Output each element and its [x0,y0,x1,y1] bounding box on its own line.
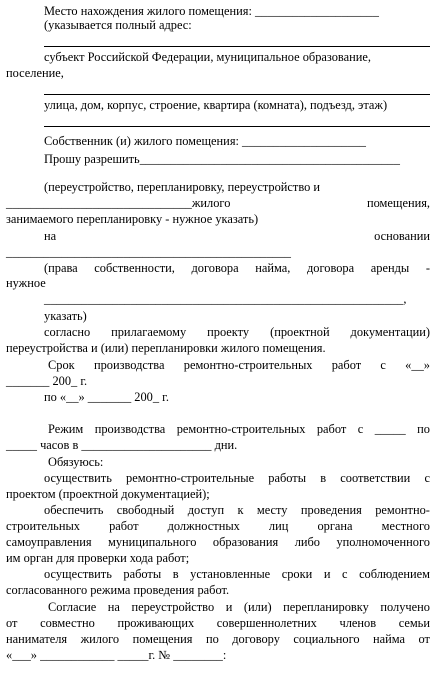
term-line-3: по «__» _______ 200_ г. [44,390,169,404]
word: работы [123,567,162,581]
term-line [48,358,430,372]
word: членов [339,616,377,630]
oblige-item-2-cont-2 [6,535,430,549]
word: найма, [255,261,291,275]
oblige-label: Обязуюсь: [48,455,104,469]
word: (или) [243,600,272,614]
location-label: Место нахождения жилого помещения: ____________________ [44,4,379,18]
word: «__» [405,358,430,372]
oblige-item-2-cont-1 [6,519,430,533]
word: обеспечить [44,503,104,517]
word: работ [316,422,347,436]
word: Срок [48,358,75,372]
request-label: Прошу разрешить__________________________________________ [44,152,400,166]
word: найма [373,632,406,646]
oblige-item-3 [44,567,430,581]
word: документации) [350,325,430,339]
oblige-item-3-cont: согласованного режима проведения работ. [6,583,230,597]
address-line-3 [44,126,430,127]
word: установленные [190,567,271,581]
oblige-item-1-cont: проектом (проектной документацией); [6,487,210,501]
word: получено [380,600,430,614]
word: договора [191,261,239,275]
word: к [237,503,244,517]
word: месту [256,503,288,517]
rights-hint-end: указать) [44,309,87,323]
word: (проектной [270,325,330,339]
rights-blank: __________________________________________________________, [44,292,407,306]
word: и [323,567,331,581]
word: - [425,261,430,275]
word: _____ [374,422,406,436]
kind-hint-line-2 [6,196,430,210]
word: по [417,422,430,436]
oblige-item-2-cont-3: им орган для проверки хода работ; [6,551,190,565]
word: на [44,229,57,243]
project-line-2: переустройства и (или) перепланировки жилого помещения. [6,341,326,355]
word: аренды [370,261,410,275]
word: жилого [80,632,120,646]
word: строительных [6,519,80,533]
word: доступ [187,503,225,517]
word: местного [381,519,430,533]
word: с [424,471,430,485]
word: ______________________________жилого [6,196,231,210]
address-line-2 [44,94,430,95]
word: совершеннолетних [216,616,317,630]
word: перепланировку [283,600,369,614]
word: помещения, [366,196,430,210]
word: договору [232,632,280,646]
word: нанимателя [6,632,68,646]
mode-line-2: _____ часов в _____________________ дни. [6,438,238,452]
word: социального [293,632,360,646]
owner-label: Собственник (и) жилого помещения: ____________________ [44,134,366,148]
word: переустройство [131,600,215,614]
street-hint: улица, дом, корпус, строение, квартира (комната), подъезд, этаж) [44,98,388,112]
word: совместно [40,616,95,630]
word: основании [374,229,430,243]
word: от [6,616,18,630]
word: производства [94,422,166,436]
word: помещения [132,632,193,646]
word: производства [93,358,165,372]
mode-line [48,422,430,436]
rights-hint [44,261,430,275]
consent-line-2 [6,616,430,630]
basis-line [44,229,430,243]
word: и [225,600,233,614]
word: семьи [398,616,430,630]
word: с [380,358,386,372]
word: на [107,600,120,614]
subject-hint-cont: поселение, [6,66,64,80]
word: самоуправления [6,535,92,549]
basis-blank: ______________________________________________ [6,245,291,259]
word: муниципального [108,535,197,549]
word: ремонтно-строительные [126,471,255,485]
consent-line-4: «___» ____________ _____г. № ________: [6,648,227,662]
word: либо [294,535,321,549]
oblige-item-1 [44,471,430,485]
consent-line [48,600,430,614]
project-line [44,325,430,339]
word: уполномоченного [336,535,430,549]
word: по [205,632,219,646]
word: прилагаемому [111,325,187,339]
word: в [320,471,327,485]
word: Режим [48,422,84,436]
word: сроки [281,567,313,581]
word: работ [109,519,139,533]
word: в [172,567,179,581]
kind-hint: (переустройство, перепланировку, переустройство и [44,180,321,194]
word: проживающих [117,616,195,630]
term-line-2: _______ 200_ г. [6,374,88,388]
word: договора [307,261,355,275]
word: работ [331,358,362,372]
kind-hint-line-3: занимаемого перепланировку - нужное указать) [6,212,259,226]
word: собственности, [94,261,175,275]
word: образования [212,535,279,549]
word: органа [317,519,353,533]
word: (права [44,261,78,275]
word: работы [268,471,307,485]
word: ремонтно-строительных [176,422,306,436]
word: соответствии [340,471,411,485]
word: проекту [207,325,250,339]
consent-line-3 [6,632,430,646]
oblige-item-2 [44,503,430,517]
word: согласно [44,325,91,339]
word: от [418,632,430,646]
word: ремонтно- [375,503,430,517]
word: свободный [116,503,175,517]
address-line-1 [44,46,430,47]
address-hint: (указывается полный адрес: [44,18,192,32]
word: Согласие [48,600,97,614]
word: соблюдением [359,567,430,581]
word: с [357,422,364,436]
word: проведения [300,503,362,517]
word: лиц [268,519,289,533]
word: осуществить [44,471,112,485]
subject-hint: субъект Российской Федерации, муниципальное образование, [44,50,371,64]
word: осуществить [44,567,112,581]
word: ремонтно-строительных [183,358,313,372]
rights-hint-cont: нужное [6,276,46,290]
word: с [342,567,348,581]
word: должностных [167,519,240,533]
